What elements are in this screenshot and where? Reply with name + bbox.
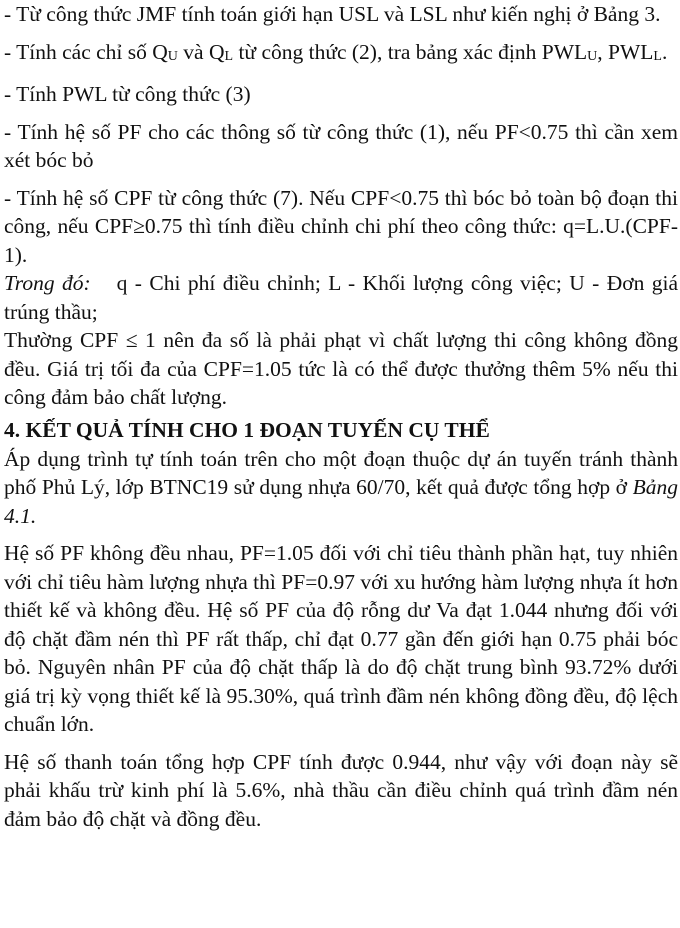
subscript-l: L: [653, 48, 662, 64]
step-cpf: - Tính hệ số CPF từ công thức (7). Nếu CPF<0.75 thì bóc bỏ toàn bộ đoạn thi công, nếu CPF≥0.75 thì tính điều chỉnh chi phí theo công thức: q=L.U.(CPF-1).: [4, 185, 678, 267]
where-text: q - Chi phí điều chỉnh; L - Khối lượng công việc; U - Đơn giá trúng thầu;: [4, 271, 678, 324]
step-q-text-3: từ công thức (2), tra bảng xác định PWL: [233, 39, 588, 64]
step-jmf-limits: - Từ công thức JMF tính toán giới hạn USL và LSL như kiến nghị ở Bảng 3.: [4, 2, 661, 26]
step-pf: - Tính hệ số PF cho các thông số từ công thức (1), nếu PF<0.75 thì cần xem xét bóc bỏ: [4, 119, 678, 172]
step-pwl: - Tính PWL từ công thức (3): [4, 82, 251, 106]
section-heading: 4. KẾT QUẢ TÍNH CHO 1 ĐOẠN TUYẾN CỤ THỂ: [4, 417, 490, 442]
step-q-indices: [4, 38, 678, 72]
subscript-u: U: [167, 48, 178, 64]
step-q-text-4: , PWL: [597, 39, 654, 64]
step-q-text-5: .: [661, 39, 668, 64]
step-q-text-1: - Tính các chỉ số Q: [4, 39, 168, 64]
where-label: Trong đó:: [4, 271, 91, 295]
table-reference: Bảng 4.1.: [4, 475, 678, 528]
cpf-note: Thường CPF ≤ 1 nên đa số là phải phạt vì chất lượng thi công không đồng đều. Giá trị tối đa của CPF=1.05 tức là có thể được thưởng thêm 5% nếu thi công đảm bảo chất lượng.: [4, 328, 678, 409]
section-intro: [4, 445, 678, 531]
subscript-l: L: [224, 48, 234, 64]
cpf-conclusion-paragraph: Hệ số thanh toán tổng hợp CPF tính được 0.944, như vậy với đoạn này sẽ phải khấu trừ kinh phí là 5.6%, nhà thầu cần điều chỉnh quá trình đầm nén đảm bảo độ chặt và đồng đều.: [4, 749, 678, 831]
subscript-u: U: [587, 48, 598, 64]
pf-analysis-paragraph: Hệ số PF không đều nhau, PF=1.05 đối với chỉ tiêu thành phần hạt, tuy nhiên với chỉ tiêu hàm lượng nhựa thì PF=0.97 với xu hướng hàm lượng nhựa ít hơn thiết kế và không đều. Hệ số PF của độ rỗng dư Va đạt 1.044 nhưng đối với độ chặt đầm nén thì PF rất thấp, chỉ đạt 0.77 gần đến giới hạn 0.75 phải bóc bỏ. Nguyên nhân PF của độ chặt thấp là do độ chặt trung bình 93.72% dưới giá trị kỳ vọng thiết kế là 95.30%, quá trình đầm nén không đồng đều, độ lệch chuẩn lớn.: [4, 541, 678, 736]
where-clause: [4, 269, 678, 326]
step-q-text-2: và Q: [177, 39, 225, 64]
intro-text: Áp dụng trình tự tính toán trên cho một đoạn thuộc dự án tuyến tránh thành phố Phủ Lý, lớp BTNC19 sử dụng nhựa 60/70, kết quả được tổng hợp ở: [4, 446, 678, 499]
